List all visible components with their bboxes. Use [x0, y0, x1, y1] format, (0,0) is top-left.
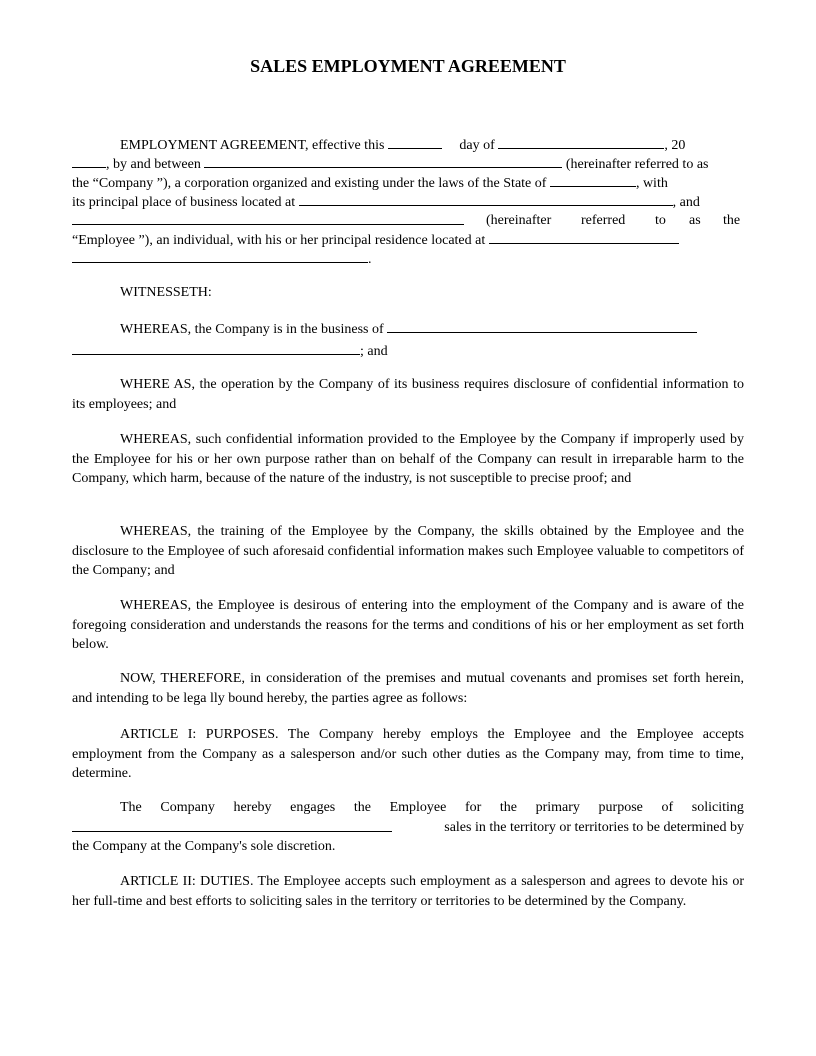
engages-line-2 [72, 818, 744, 839]
witnesseth-heading: WITNESSETH: [120, 285, 212, 300]
intro-word: the [723, 213, 741, 228]
intro-text: its principal place of business located at [72, 195, 296, 210]
whereas-confidential-disclosure: WHERE AS, the operation by the Company of its business requires disclosure of confidential information to its employees; and [72, 377, 744, 412]
intro-text: the “Company ”), a corporation organized and existing under the laws of the State of [72, 176, 547, 191]
intro-text: (hereinafter referred to as [565, 157, 709, 172]
intro-text: , and [672, 195, 700, 210]
article-2-duties: ARTICLE II: DUTIES. The Employee accepts such employment as a salesperson and agrees to devote his or her full-time and best efforts to soliciting sales in the territory or territories to be determined by the Company. [72, 874, 744, 909]
blank-employee-address [489, 230, 679, 244]
intro-line-1 [120, 135, 685, 156]
engages-text: sales in the territory or territories to be determined by [444, 820, 744, 835]
article-1-purposes: ARTICLE I: PURPOSES. The Company hereby employs the Employee and the Employee accepts employment from the Company as a salesperson and/or such other duties as the Company may, from time to time, determine. [72, 727, 744, 781]
intro-text: “Employee ”), an individual, with his or her principal residence located at [72, 233, 486, 248]
whereas-employee-desire: WHEREAS, the Employee is desirous of entering into the employment of the Company and is aware of the foregoing consideration and understands the reasons for the terms and conditions of his or her employment as set forth below. [72, 598, 744, 652]
intro-line-5 [72, 211, 744, 232]
intro-line-4 [72, 192, 700, 213]
engages-line-3: the Company at the Company's sole discretion. [72, 839, 336, 854]
blank-company-name [204, 154, 562, 168]
intro-line-7 [72, 249, 372, 270]
intro-text: , by and between [106, 157, 201, 172]
blank-company-address-cont [72, 211, 464, 225]
intro-text: , with [635, 176, 668, 191]
intro-text: day of [459, 138, 495, 153]
intro-word: referred [581, 213, 626, 228]
whereas-text: WHEREAS, the Company is in the business of [120, 322, 384, 337]
blank-company-address [299, 192, 673, 206]
intro-text: . [368, 252, 372, 267]
blank-year [72, 154, 106, 168]
intro-word: (hereinafter [486, 213, 552, 228]
now-therefore-clause: NOW, THEREFORE, in consideration of the premises and mutual covenants and promises set forth herein, and intending to be lega lly bound hereby, the parties agree as follows: [72, 671, 744, 706]
whereas-training: WHEREAS, the training of the Employee by the Company, the skills obtained by the Employee and the disclosure to the Employee of such aforesaid confidential information makes such Employee valuable to competitors of the Company; and [72, 524, 744, 578]
intro-line-3 [72, 173, 668, 194]
page-title: SALES EMPLOYMENT AGREEMENT [250, 56, 566, 76]
whereas-business-line-2 [72, 341, 388, 362]
intro-text: , 20 [664, 138, 686, 153]
whereas-business-line-1 [120, 319, 697, 340]
intro-text: EMPLOYMENT AGREEMENT, effective this [120, 138, 385, 153]
intro-line-2 [72, 154, 708, 175]
blank-day [388, 135, 442, 149]
blank-state [550, 173, 636, 187]
blank-business-type [387, 319, 697, 333]
blank-employee-address-cont [72, 249, 368, 263]
intro-word: to [655, 213, 666, 228]
intro-word: as [689, 213, 701, 228]
blank-month [498, 135, 664, 149]
blank-product-type [72, 818, 392, 832]
intro-line-6 [72, 230, 679, 251]
whereas-text: ; and [360, 344, 388, 359]
engages-line-1: The Company hereby engages the Employee for the primary purpose of soliciting [120, 800, 744, 815]
whereas-confidential-harm: WHEREAS, such confidential information provided to the Employee by the Company if improperly used by the Employee for his or her own purpose rather than on behalf of the Company can result in irreparable harm to the Company, which harm, because of the nature of the industry, is not susceptible to precise proof; and [72, 432, 744, 486]
blank-business-type-cont [72, 341, 360, 355]
